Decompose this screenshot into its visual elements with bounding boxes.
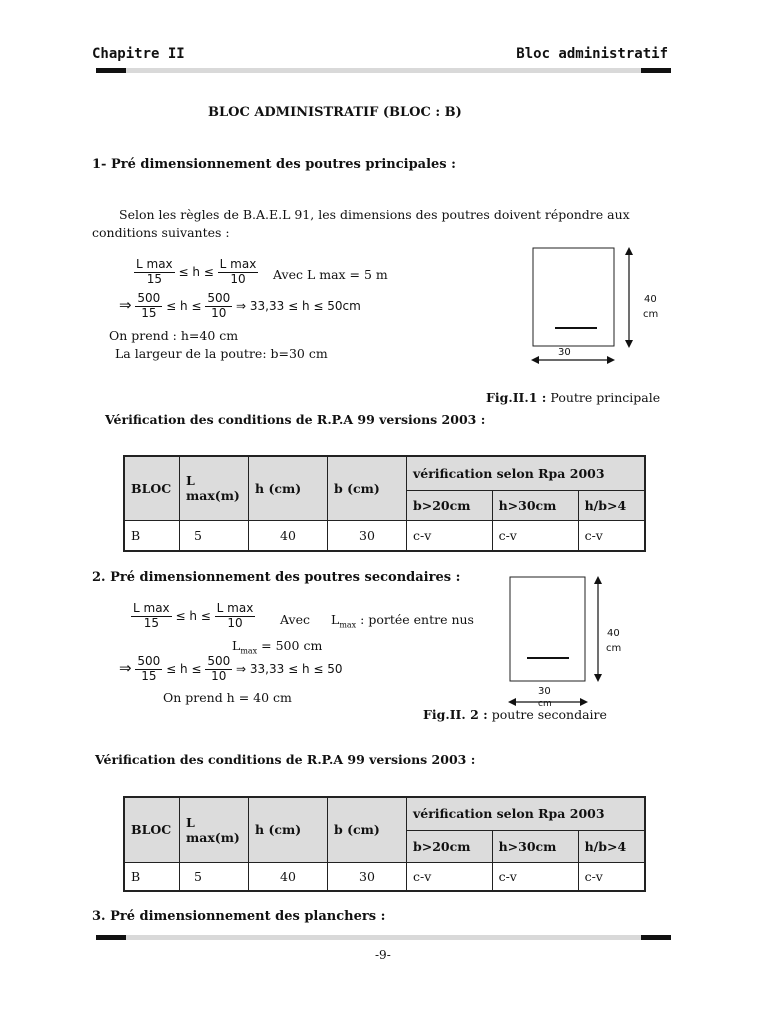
cell-b: 30 — [328, 862, 407, 891]
page-number: -9- — [375, 948, 391, 962]
eq-denominator: 10 — [211, 668, 227, 683]
section2-verification: Vérification des conditions de R.P.A 99 versions 2003 : — [95, 752, 476, 767]
cell-b-check: c-v — [407, 520, 493, 551]
cell-b-check: c-v — [407, 862, 493, 891]
eq-numerator: L max — [133, 601, 170, 615]
cell-bloc: B — [124, 520, 180, 551]
eq-numerator: 500 — [137, 654, 161, 668]
section1-largeur: La largeur de la poutre: b=30 cm — [115, 346, 328, 361]
fig2-caption-text: poutre secondaire — [487, 707, 607, 722]
cell-h-check: c-v — [492, 862, 578, 891]
arrow-up-icon — [594, 576, 602, 584]
section1-heading: 1- Pré dimensionnement des poutres principales : — [92, 157, 456, 172]
fig1-height-unit: cm — [643, 309, 659, 320]
arrow-right-icon — [607, 356, 615, 364]
th-h-over-b: h/b>4 — [578, 830, 645, 862]
fig1-caption — [486, 390, 660, 405]
cell-b: 30 — [328, 520, 407, 551]
cell-lmax: 5 — [180, 520, 249, 551]
footer-rule — [96, 935, 671, 940]
cell-h: 40 — [249, 520, 328, 551]
section1-intro-line1: Selon les règles de B.A.E.L 91, les dimensions des poutres doivent répondre aux — [119, 207, 630, 222]
eq-numerator: L max — [219, 257, 257, 271]
section2-lmax-description — [331, 612, 474, 630]
section-label: Bloc administratif — [516, 46, 668, 62]
eq-numerator: L max — [216, 601, 254, 615]
beam-outline — [533, 248, 614, 346]
eq-inequality: ≤ h ≤ — [175, 608, 211, 623]
th-h-over-b: h/b>4 — [578, 490, 645, 520]
table-row — [124, 862, 645, 891]
eq-result: ⇒ 33,33 ≤ h ≤ 50cm — [236, 298, 361, 313]
chapter-label: Chapitre II — [92, 46, 185, 62]
rpa-verification-table-1 — [123, 455, 646, 552]
arrow-right-icon — [580, 698, 588, 706]
th-verification: vérification selon Rpa 2003 — [407, 456, 646, 490]
eq-numerator: 500 — [207, 291, 231, 305]
arrow-left-icon — [531, 356, 539, 364]
th-b: b (cm) — [328, 456, 407, 520]
th-verification: vérification selon Rpa 2003 — [407, 797, 646, 830]
section2-avec: Avec — [280, 612, 310, 627]
th-b-gt-20: b>20cm — [407, 830, 493, 862]
fig2-caption — [423, 707, 607, 722]
th-h: h (cm) — [249, 797, 328, 862]
th-h-gt-30: h>30cm — [492, 830, 578, 862]
eq-inequality: ≤ h ≤ — [166, 661, 202, 676]
th-b-gt-20: b>20cm — [407, 490, 493, 520]
arrow-left-icon — [508, 698, 516, 706]
th-h: h (cm) — [249, 456, 328, 520]
section1-prend: On prend : h=40 cm — [109, 328, 239, 343]
fig2-width-unit: cm — [538, 699, 552, 709]
eq-denominator: 15 — [141, 305, 157, 320]
section1-verification: Vérification des conditions de R.P.A 99 versions 2003 : — [105, 412, 486, 427]
eq-inequality: ≤ h ≤ — [166, 298, 202, 313]
fig1-width-value: 30 — [558, 347, 571, 358]
fig1-caption-label: Fig.II.1 : — [486, 390, 547, 405]
beam-section-figure-1 — [525, 243, 665, 368]
section3-heading: 3. Pré dimensionnement des planchers : — [92, 909, 386, 924]
section1-equation-1 — [134, 258, 258, 287]
beam-section-figure-2 — [502, 572, 617, 712]
eq-numerator: 500 — [207, 654, 231, 668]
implies-arrow: ⇒ — [119, 658, 132, 677]
eq-denominator: 10 — [227, 615, 243, 630]
fig2-height-value: 40 — [607, 628, 620, 639]
eq-inequality: ≤ h ≤ — [178, 264, 214, 279]
section2-heading: 2. Pré dimensionnement des poutres secondaires : — [92, 570, 461, 585]
beam-outline — [510, 577, 585, 681]
eq-denominator: 10 — [211, 305, 227, 320]
table-row — [124, 520, 645, 551]
eq-denominator: 15 — [146, 271, 162, 286]
header-rule — [96, 68, 671, 73]
eq-denominator: 10 — [230, 271, 246, 286]
fig2-width-value: 30 — [538, 686, 551, 697]
fig2-height-unit: cm — [606, 643, 622, 654]
cell-ratio-check: c-v — [578, 862, 645, 891]
lmax-symbol: L — [232, 638, 241, 653]
lmax-subscript: max — [339, 620, 357, 630]
eq-denominator: 15 — [143, 615, 159, 630]
th-h-gt-30: h>30cm — [492, 490, 578, 520]
cell-ratio-check: c-v — [578, 520, 645, 551]
rpa-verification-table-2 — [123, 796, 646, 892]
section2-lmax-value — [232, 638, 322, 656]
cell-h-check: c-v — [492, 520, 578, 551]
cell-bloc: B — [124, 862, 180, 891]
th-bloc: BLOC — [124, 456, 180, 520]
arrow-down-icon — [594, 674, 602, 682]
lmax-subscript: max — [240, 646, 258, 656]
th-lmax: L max(m) — [180, 797, 249, 862]
arrow-up-icon — [625, 247, 633, 255]
section1-intro-line2: conditions suivantes : — [92, 225, 230, 240]
section2-equation-1 — [131, 602, 255, 631]
arrow-down-icon — [625, 340, 633, 348]
cell-h: 40 — [249, 862, 328, 891]
section1-avec: Avec L max = 5 m — [273, 267, 388, 282]
eq-result: ⇒ 33,33 ≤ h ≤ 50 — [236, 661, 343, 676]
th-lmax: L max(m) — [180, 456, 249, 520]
fig2-caption-label: Fig.II. 2 : — [423, 707, 488, 722]
section2-equation-2 — [119, 655, 343, 684]
lmax-symbol: L — [331, 612, 340, 627]
eq-numerator: 500 — [137, 291, 161, 305]
page-title: BLOC ADMINISTRATIF (BLOC : B) — [208, 105, 462, 120]
section2-prend: On prend h = 40 cm — [163, 690, 292, 705]
fig1-height-value: 40 — [644, 294, 657, 305]
implies-arrow: ⇒ — [119, 295, 132, 314]
cell-lmax: 5 — [180, 862, 249, 891]
section1-equation-2 — [119, 292, 361, 321]
lmax-value: = 500 cm — [257, 638, 323, 653]
th-bloc: BLOC — [124, 797, 180, 862]
eq-numerator: L max — [136, 257, 173, 271]
th-b: b (cm) — [328, 797, 407, 862]
eq-denominator: 15 — [141, 668, 157, 683]
fig1-caption-text: Poutre principale — [546, 390, 661, 405]
lmax-desc: : portée entre nus — [356, 612, 474, 627]
